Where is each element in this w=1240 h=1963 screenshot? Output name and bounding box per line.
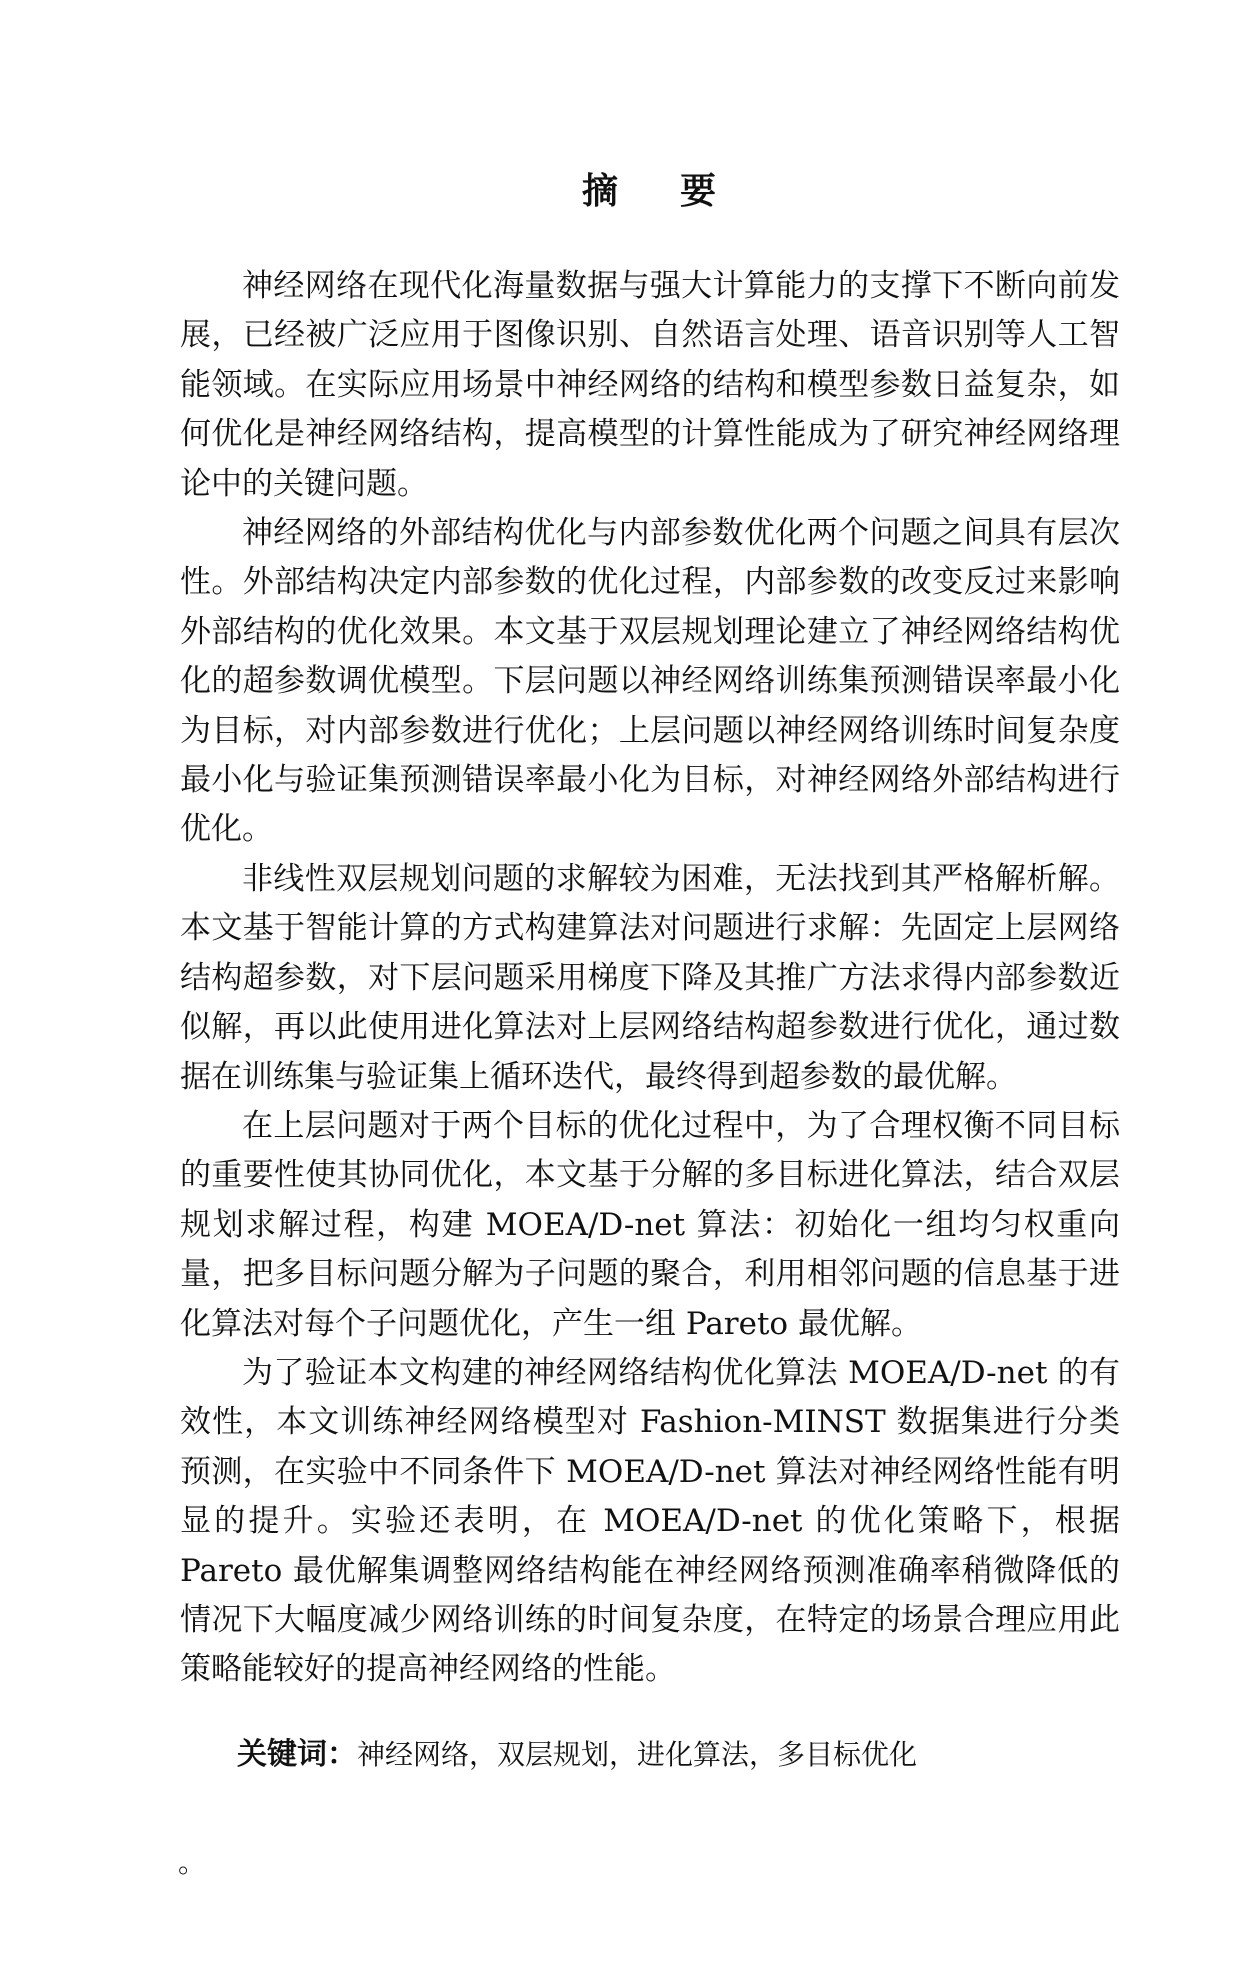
keywords-label: 关键词： (237, 1736, 357, 1772)
title-char-2: 要 (680, 171, 719, 212)
paragraph-1: 神经网络在现代化海量数据与强大计算能力的支撑下不断向前发展，已经被广泛应用于图像识别、自然语言处理、语音识别等人工智能领域。在实际应用场景中神经网络的结构和模型参数日益复杂，如何优化是神经网络结构，提高模型的计算性能成为了研究神经网络理论中的关键问题。 (180, 268, 1120, 502)
trailing-mark: 。 (178, 1845, 207, 1879)
paragraph-2: 神经网络的外部结构优化与内部参数优化两个问题之间具有层次性。外部结构决定内部参数的优化过程，内部参数的改变反过来影响外部结构的优化效果。本文基于双层规划理论建立了神经网络结构优化的超参数调优模型。下层问题以神经网络训练集预测错误率最小化为目标，对内部参数进行优化；上层问题以神经网络训练时间复杂度最小化与验证集预测错误率最小化为目标，对神经网络外部结构进行优化。 (180, 515, 1120, 848)
keywords-list: 神经网络，双层规划，进化算法，多目标优化 (357, 1737, 918, 1771)
page-title (180, 168, 1120, 262)
abstract-body (180, 262, 1120, 1695)
paragraph-4: 在上层问题对于两个目标的优化过程中，为了合理权衡不同目标的重要性使其协同优化，本文基于分解的多目标进化算法，结合双层规划求解过程，构建 MOEA/D-net 算法：初始化一组均匀权重向量，把多目标问题分解为子问题的聚合，利用相邻问题的信息基于进化算法对每个子问题优化，产生一组 Pareto 最优解。 (180, 1107, 1120, 1342)
paragraph-3: 非线性双层规划问题的求解较为困难，无法找到其严格解析解。本文基于智能计算的方式构建算法对问题进行求解：先固定上层网络结构超参数，对下层问题采用梯度下降及其推广方法求得内部参数近似解，再以此使用进化算法对上层网络结构超参数进行优化，通过数据在训练集与验证集上循环迭代，最终得到超参数的最优解。 (180, 860, 1120, 1095)
paragraph-5: 为了验证本文构建的神经网络结构优化算法 MOEA/D-net 的有效性，本文训练神经网络模型对 Fashion-MINST 数据集进行分类预测，在实验中不同条件下 MOEA/D-net 算法对神经网络性能有明显的提升。实验还表明，在 MOEA/D-net 的优化策略下，根据 Pareto 最优解集调整网络结构能在神经网络预测准确率稍微降低的情况下大幅度减少网络训练的时间复杂度，在特定的场景合理应用此策略能较好的提高神经网络的性能。 (180, 1354, 1120, 1688)
title-char-1: 摘 (581, 171, 620, 212)
keywords (237, 1731, 1120, 1779)
